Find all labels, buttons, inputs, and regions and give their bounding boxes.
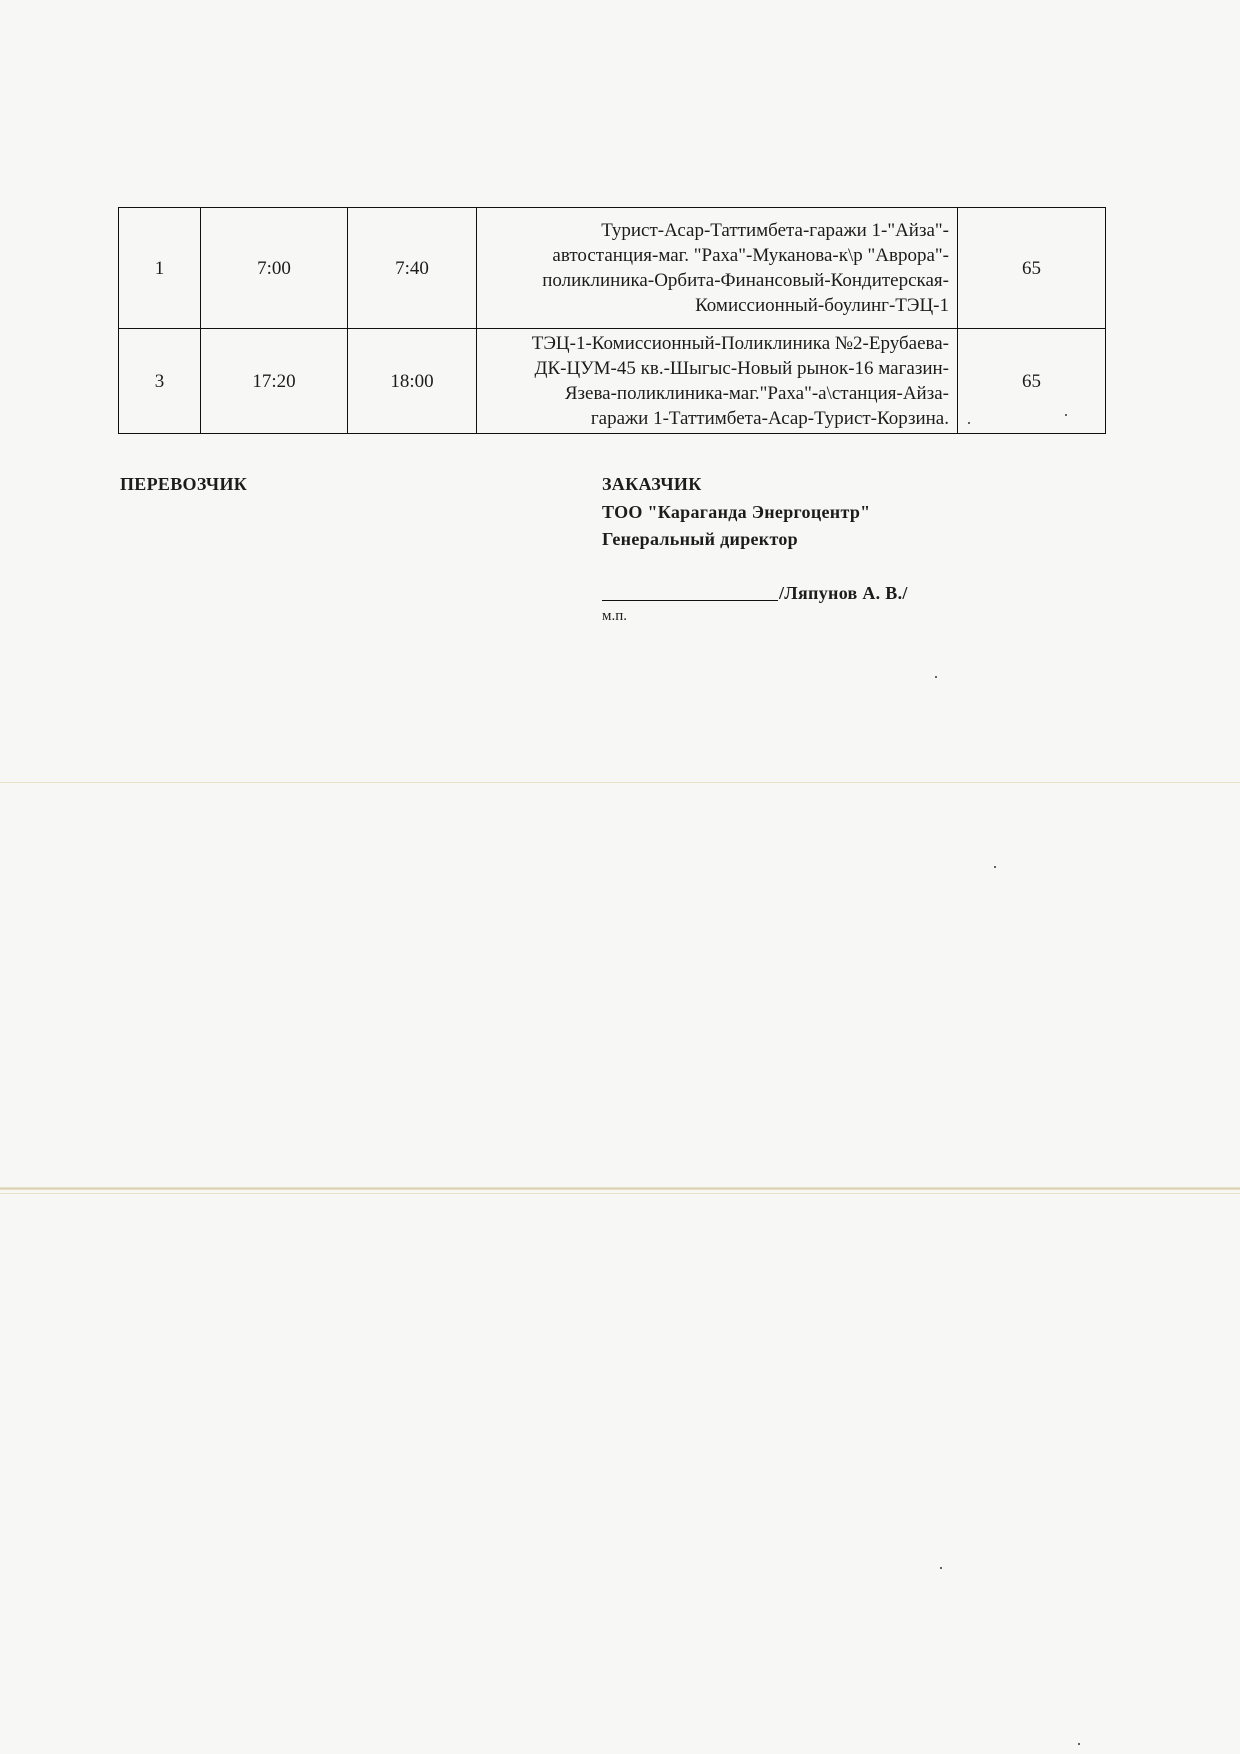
- row-number: 1: [119, 208, 201, 329]
- route-line: ТЭЦ-1-Комиссионный-Поликлиника №2-Ерубаева-: [531, 333, 949, 354]
- route-line: поликлиника-Орбита-Финансовый-Кондитерская-: [542, 270, 949, 291]
- scan-fold-line: [0, 1187, 1240, 1190]
- route-line: гаражи 1-Таттимбета-Асар-Турист-Корзина.: [590, 408, 949, 429]
- route-line: автостанция-маг. "Раха"-Муканова-к\р "Аврора"-: [552, 245, 949, 266]
- route-line: ДК-ЦУМ-45 кв.-Шыгыс-Новый рынок-16 магазин-: [534, 358, 949, 379]
- departure-time: 7:00: [201, 208, 348, 329]
- scan-speck: [940, 1567, 942, 1569]
- carrier-label: ПЕРЕВОЗЧИК: [120, 474, 248, 494]
- arrival-time: 18:00: [348, 329, 477, 434]
- fare-price: 65: [958, 208, 1106, 329]
- route-line: Язева-поликлиника-маг."Раха"-а\станция-Айза-: [564, 383, 949, 404]
- scan-speck: [935, 676, 937, 678]
- schedule-table: [118, 207, 1106, 434]
- signature-line: [602, 600, 778, 601]
- scan-speck: [1078, 1743, 1080, 1745]
- scan-speck: [1065, 414, 1067, 416]
- stamp-mark: м.п.: [602, 608, 628, 624]
- row-number: 3: [119, 329, 201, 434]
- scan-speck: [994, 866, 996, 868]
- customer-label: ЗАКАЗЧИК: [602, 474, 702, 494]
- scan-speck: [968, 422, 970, 424]
- fare-price: 65: [958, 329, 1106, 434]
- route-description: [477, 208, 958, 329]
- customer-company: ТОО "Караганда Энергоцентр": [602, 502, 871, 522]
- route-line: Турист-Асар-Таттимбета-гаражи 1-"Айза"-: [601, 220, 949, 241]
- customer-position: Генеральный директор: [602, 529, 798, 549]
- table-row: [119, 208, 1106, 329]
- route-description: [477, 329, 958, 434]
- route-line: Комиссионный-боулинг-ТЭЦ-1: [695, 295, 949, 316]
- signatory-name: /Ляпунов А. В./: [779, 583, 908, 603]
- scan-fold-line: [0, 1193, 1240, 1194]
- scan-fold-line: [0, 782, 1240, 783]
- departure-time: 17:20: [201, 329, 348, 434]
- arrival-time: 7:40: [348, 208, 477, 329]
- table-row: [119, 329, 1106, 434]
